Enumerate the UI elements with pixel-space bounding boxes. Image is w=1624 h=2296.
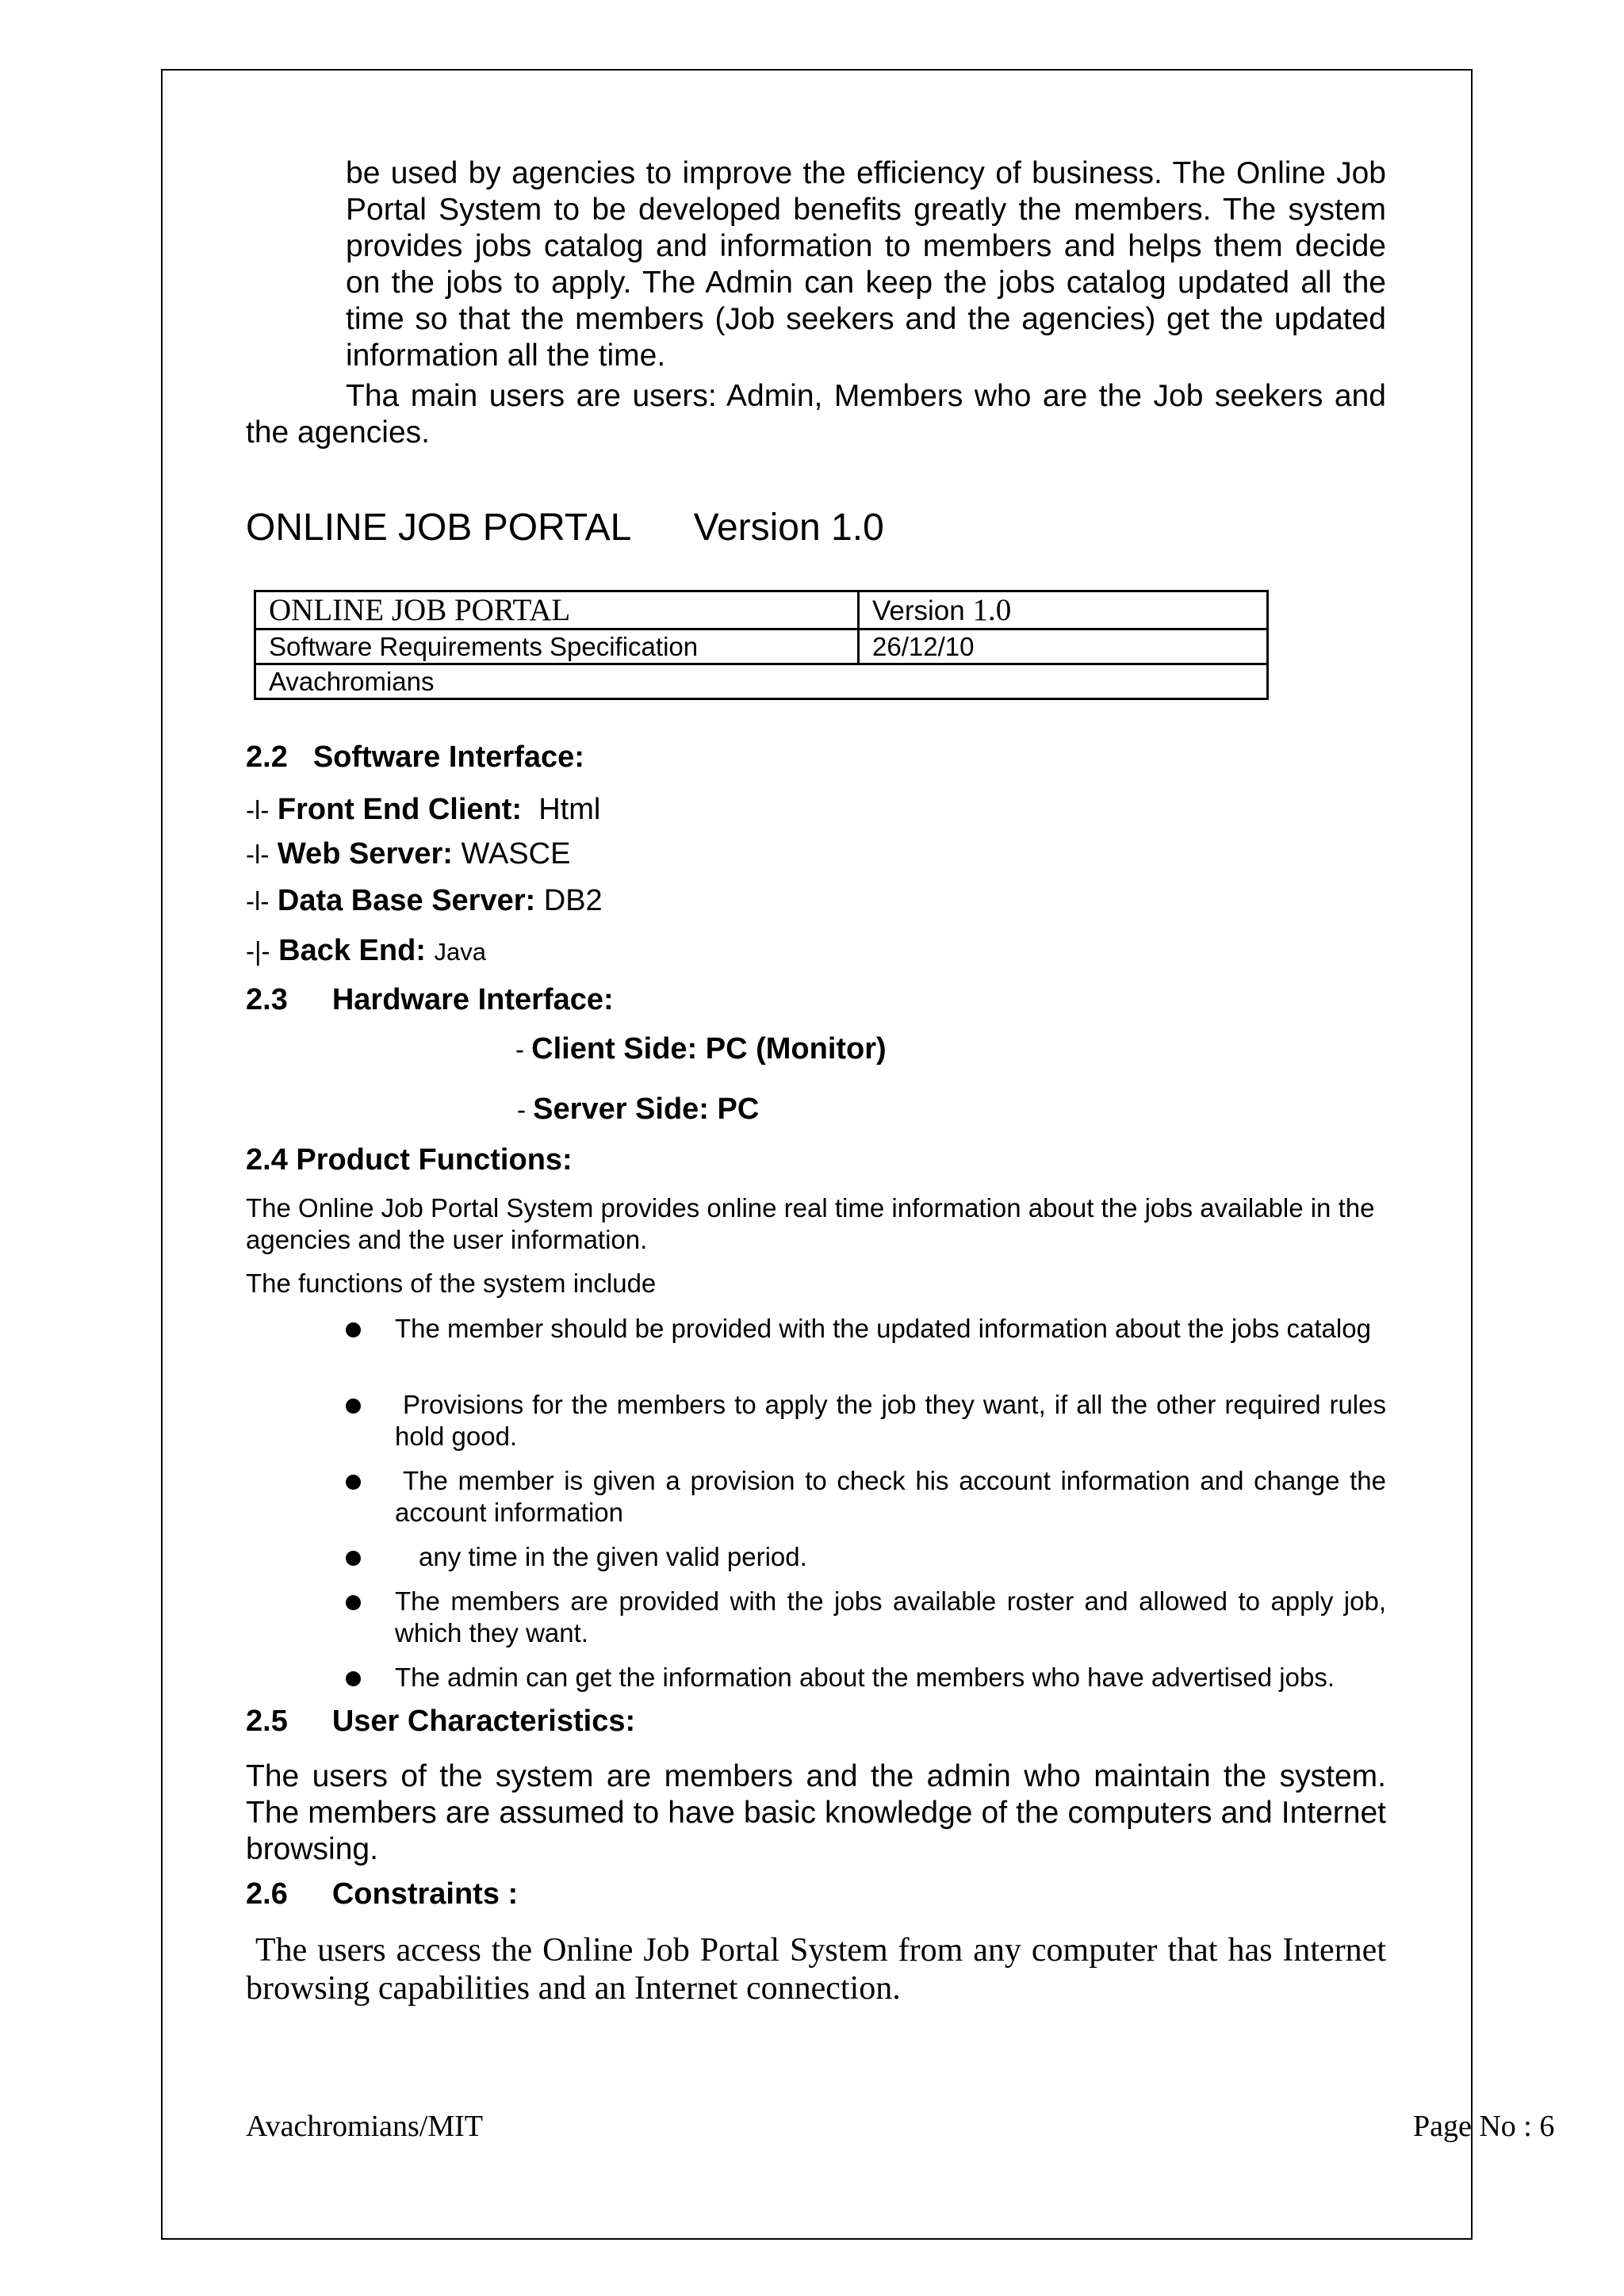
section-heading-2-4: 2.4 Product Functions:	[246, 1143, 573, 1177]
section-heading-2-2: 2.2 Software Interface:	[246, 740, 584, 774]
bullet-dot	[346, 1475, 361, 1490]
header-table-date: 26/12/10	[859, 629, 1268, 664]
bullet-dot	[346, 1551, 361, 1566]
footer-page-number: Page No : 6	[1413, 2110, 1555, 2143]
product-functions-lead: The functions of the system include	[246, 1269, 657, 1298]
software-item-front-end: -l- Front End Client: Html	[246, 793, 601, 826]
section-heading-2-6: 2.6 Constraints :	[246, 1877, 519, 1911]
software-item-back-end: -|- Back End: Java	[246, 934, 486, 967]
intro-paragraph: be used by agencies to improve the efficiency of business. The Online Job Portal System to be developed benefits greatly the members. The system provides jobs catalog and information to members and helps them decide on the jobs to apply. The Admin can keep the jobs catalog updated all the time so that the members (Job seekers and the agencies) get the updated information all the time.	[346, 156, 1386, 373]
bullet-dot	[346, 1322, 361, 1337]
main-users-paragraph: Tha main users are users: Admin, Members who are the Job seekers and the agencies.	[246, 379, 1386, 450]
bullet-item: The members are provided with the jobs available roster and allowed to apply job, which they want.	[346, 1586, 1386, 1649]
user-characteristics-text: The users of the system are members and the admin who maintain the system. The members are assumed to have basic knowledge of the computers and Internet browsing.	[246, 1759, 1386, 1866]
title-name: ONLINE JOB PORTAL	[246, 507, 630, 549]
bullet-item: The admin can get the information about the members who have advertised jobs.	[346, 1662, 1386, 1693]
document-title	[246, 506, 884, 549]
title-version: Version 1.0	[693, 507, 884, 549]
bullet-item: any time in the given valid period.	[346, 1541, 1386, 1573]
product-functions-intro: The Online Job Portal System provides online real time information about the jobs available in the agencies and the user information.	[246, 1193, 1375, 1254]
hardware-server-side: - Server Side: PC	[517, 1093, 760, 1126]
bullet-dot	[346, 1671, 361, 1686]
footer-left: Avachromians/MIT	[246, 2110, 483, 2143]
header-table-name: ONLINE JOB PORTAL	[255, 591, 859, 629]
section-heading-2-5: 2.5 User Characteristics:	[246, 1705, 636, 1738]
bullet-item: The member should be provided with the updated information about the jobs catalog	[346, 1313, 1386, 1345]
header-table-doc-type: Software Requirements Specification	[255, 629, 859, 664]
bullet-item: The member is given a provision to check his account information and change the account information	[346, 1465, 1386, 1529]
section-heading-2-3: 2.3 Hardware Interface:	[246, 983, 614, 1016]
hardware-client-side: - Client Side: PC (Monitor)	[515, 1032, 887, 1066]
software-item-web-server: -l- Web Server: WASCE	[246, 837, 571, 871]
bullet-dot	[346, 1595, 361, 1610]
header-table-team: Avachromians	[255, 664, 1268, 699]
header-table	[254, 590, 1269, 700]
constraints-text: The users access the Online Job Portal System from any computer that has Internet browsing capabilities and an Internet connection.	[246, 1932, 1386, 2007]
software-item-database: -l- Data Base Server: DB2	[246, 884, 603, 917]
header-table-version: Version 1.0	[859, 591, 1268, 629]
bullet-item: Provisions for the members to apply the job they want, if all the other required rules hold good.	[346, 1389, 1386, 1452]
bullet-dot	[346, 1399, 361, 1414]
